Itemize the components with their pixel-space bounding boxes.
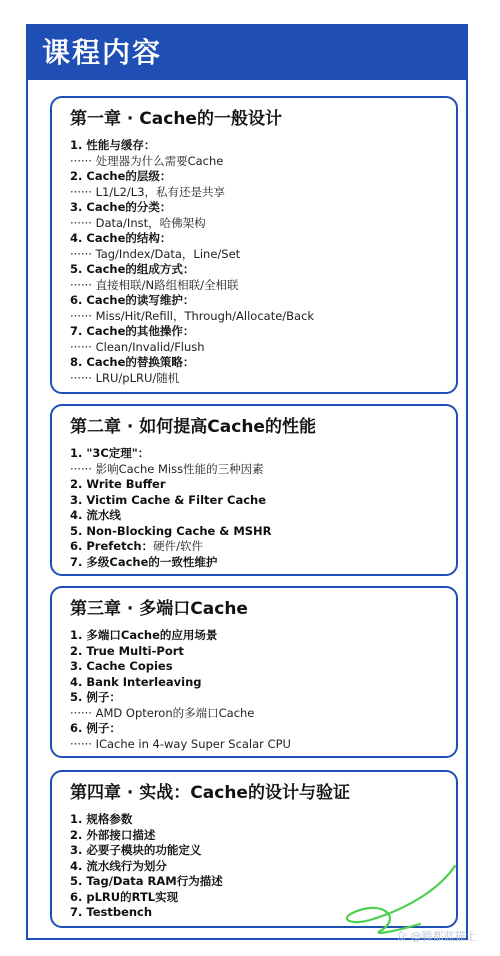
list-item-detail: ······ Clean/Invalid/Flush — [70, 339, 205, 354]
chapter-items — [70, 138, 446, 386]
list-item-detail: ······ ICache in 4-way Super Scalar CPU — [70, 736, 291, 751]
list-item-label: 6. Prefetch： — [70, 539, 154, 553]
list-item-detail: ······ 直接相联/N路组相联/全相联 — [70, 277, 239, 292]
list-item: 7. 多级Cache的一致性维护 — [70, 554, 218, 569]
page-title: 课程内容 — [42, 36, 163, 69]
list-item: 1. 规格参数 — [70, 812, 133, 826]
chapter-items — [70, 446, 446, 570]
list-item-detail: ······ L1/L2/L3，私有还是共享 — [70, 184, 226, 199]
chapter-card-1 — [50, 96, 458, 394]
list-item: 6. Cache的读写维护： — [70, 293, 195, 307]
list-item: 3. Cache Copies — [70, 659, 173, 673]
list-item-detail: ······ AMD Opteron的多端口Cache — [70, 705, 255, 720]
list-item: 4. 流水线行为划分 — [70, 858, 167, 873]
list-item: 5. Tag/Data RAM行为描述 — [70, 874, 223, 888]
page-frame — [26, 24, 468, 940]
list-item: 1. "3C定理"： — [70, 446, 150, 460]
list-item: 4. 流水线 — [70, 508, 121, 522]
chapter-title: 第三章 · 多端口Cache — [70, 599, 248, 619]
chapter-items — [70, 628, 446, 752]
list-item: 5. 例子： — [70, 690, 121, 704]
list-item: 6. pLRU的RTL实现 — [70, 889, 179, 904]
chapter-title: 第二章 · 如何提高Cache的性能 — [70, 417, 316, 437]
list-item-detail: ······ Tag/Index/Data，Line/Set — [70, 246, 241, 261]
chapter-title: 第四章 · 实战：Cache的设计与验证 — [70, 783, 350, 803]
chapter-title: 第一章 · Cache的一般设计 — [70, 109, 282, 129]
list-item: 3. 必要子模块的功能定义 — [70, 843, 202, 857]
list-item-detail: 硬件/软件 — [153, 539, 203, 553]
list-item: 2. Write Buffer — [70, 477, 166, 491]
header-banner — [28, 26, 466, 80]
list-item-detail: ······ 处理器为什么需要Cache — [70, 153, 224, 168]
list-item: 2. True Multi-Port — [70, 643, 184, 658]
list-item: 7. Cache的其他操作： — [70, 324, 195, 338]
list-item: 4. Cache的结构： — [70, 231, 172, 245]
list-item-detail: ······ Data/Inst，哈佛架构 — [70, 215, 206, 230]
green-scribble-icon — [330, 858, 470, 938]
list-item: 4. Bank Interleaving — [70, 674, 202, 689]
list-item: 3. Cache的分类： — [70, 200, 172, 214]
list-item: 7. Testbench — [70, 905, 153, 919]
list-item: 5. Non-Blocking Cache & MSHR — [70, 523, 272, 538]
list-item-detail: ······ 影响Cache Miss性能的三种因素 — [70, 461, 264, 476]
list-item: 6. 例子： — [70, 721, 121, 735]
list-item — [70, 539, 446, 555]
list-item: 2. 外部接口描述 — [70, 827, 156, 842]
chapter-card-3 — [50, 586, 458, 758]
list-item: 5. Cache的组成方式： — [70, 262, 195, 276]
list-item-detail: ······ LRU/pLRU/随机 — [70, 370, 180, 385]
list-item: 1. 多端口Cache的应用场景 — [70, 628, 218, 642]
list-item: 3. Victim Cache & Filter Cache — [70, 492, 267, 507]
list-item: 8. Cache的替换策略： — [70, 355, 195, 369]
list-item: 2. Cache的层级： — [70, 169, 172, 183]
watermark: 众 @腾都蓝猫士 — [396, 930, 477, 943]
list-item-detail: ······ Miss/Hit/Refill，Through/Allocate/Back — [70, 308, 315, 323]
chapter-card-2 — [50, 404, 458, 576]
list-item: 1. 性能与缓存： — [70, 138, 156, 152]
